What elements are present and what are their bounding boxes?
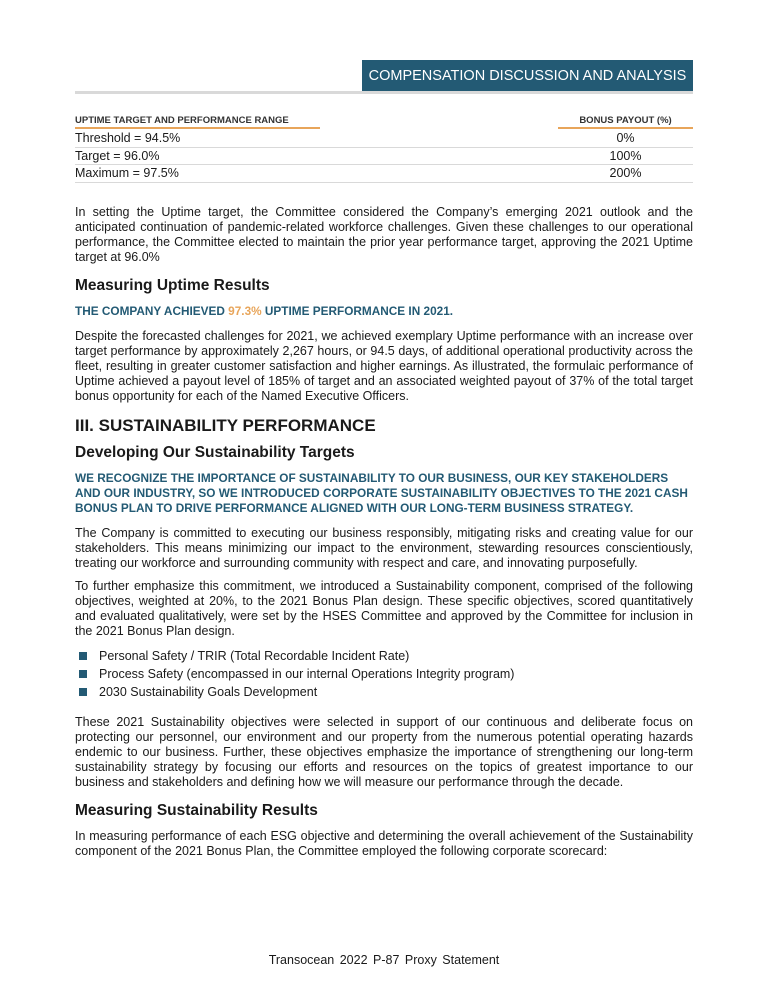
- paragraph: The Company is committed to executing our business responsibly, mitigating risks and creating value for our stakeholders. This means minimizing our impact to the environment, stewarding resources conscientiously, treating our workforce and surrounding community with respect and care, and innovating purposefully.: [75, 526, 693, 570]
- paragraph: To further emphasize this commitment, we introduced a Sustainability component, comprised of the following objectives, weighted at 20%, to the 2021 Bonus Plan design. These specific objectives, scored quantitatively and evaluated qualitatively, were set by the HSES Committee and approved by the Committee for inclusion in the 2021 Bonus Plan design.: [75, 579, 693, 638]
- header-rule: [75, 91, 693, 94]
- column-header-range: UPTIME TARGET AND PERFORMANCE RANGE: [75, 115, 320, 129]
- list-item: [75, 647, 693, 665]
- list-item: [75, 683, 693, 701]
- heading-measuring-sustainability: Measuring Sustainability Results: [75, 802, 318, 819]
- row-label: Maximum = 97.5%: [75, 166, 179, 180]
- list-item-text: 2030 Sustainability Goals Development: [99, 685, 318, 699]
- heading-measuring-uptime: Measuring Uptime Results: [75, 277, 270, 294]
- paragraph: In measuring performance of each ESG objective and determining the overall achievement of the Sustainability component of the 2021 Bonus Plan, the Committee employed the following corporate scorecard:: [75, 829, 693, 858]
- lead-sustainability: WE RECOGNIZE THE IMPORTANCE OF SUSTAINABILITY TO OUR BUSINESS, OUR KEY STAKEHOLDERS AND OUR INDUSTRY, SO WE INTRODUCED CORPORATE SUSTAINABILITY OBJECTIVES TO THE 2021 CASH BONUS PLAN TO DRIVE PERFORMANCE ALIGNED WITH OUR LONG-TERM BUSINESS STRATEGY.: [75, 471, 688, 515]
- row-label: Target = 96.0%: [75, 148, 160, 163]
- objectives-list: [75, 647, 693, 701]
- square-bullet-icon: [79, 670, 87, 678]
- table-header: [75, 104, 693, 130]
- list-item: [75, 665, 693, 683]
- list-item-text: Personal Safety / TRIR (Total Recordable Incident Rate): [99, 649, 410, 663]
- row-value: 0%: [616, 131, 635, 145]
- table-row: [75, 165, 693, 183]
- column-header-payout: BONUS PAYOUT (%): [558, 115, 693, 129]
- list-item-text: Process Safety (encompassed in our internal Operations Integrity program): [99, 667, 515, 681]
- table-row: [75, 148, 693, 166]
- square-bullet-icon: [79, 688, 87, 696]
- lead-text: THE COMPANY ACHIEVED: [75, 304, 229, 318]
- page-footer: Transocean 2022 P-87 Proxy Statement: [268, 953, 500, 967]
- highlight-value: 97.3%: [228, 304, 262, 318]
- row-value: 200%: [609, 166, 642, 180]
- section-heading: III. SUSTAINABILITY PERFORMANCE: [75, 416, 376, 435]
- paragraph: These 2021 Sustainability objectives were selected in support of our continuous and deliberate focus on protecting our personnel, our environment and our property from the numerous potential operating hazards endemic to our business. Further, these objectives emphasize the importance of strengthening our long-term sustainability strategy by focusing our efforts and resources on the topics of greatest importance to our business and stakeholders and defining how we will measure our performance through the decade.: [75, 715, 693, 789]
- lead-uptime: [75, 304, 693, 319]
- uptime-table: [75, 104, 693, 183]
- row-label: Threshold = 94.5%: [75, 131, 181, 145]
- heading-developing-targets: Developing Our Sustainability Targets: [75, 444, 355, 461]
- row-value: 100%: [609, 148, 642, 163]
- body-content: [75, 205, 693, 867]
- paragraph: Despite the forecasted challenges for 2021, we achieved exemplary Uptime performance with an increase over target performance by approximately 2,267 hours, or 94.5 days, of additional operational productivity across the fleet, resulting in greater customer satisfaction and higher earnings. As illustrated, the formulaic performance of Uptime achieved a payout level of 185% of target and an associated weighted payout of 37% of the total target bonus opportunity for each of the Named Executive Officers.: [75, 329, 693, 403]
- lead-text: UPTIME PERFORMANCE IN 2021.: [261, 304, 454, 318]
- square-bullet-icon: [79, 652, 87, 660]
- section-banner: COMPENSATION DISCUSSION AND ANALYSIS: [362, 60, 693, 92]
- table-row: [75, 130, 693, 148]
- paragraph: In setting the Uptime target, the Committee considered the Company’s emerging 2021 outlook and the anticipated continuation of pandemic-related workforce challenges. Given these challenges to our operational performance, the Committee elected to maintain the prior year performance target, approving the 2021 Uptime target at 96.0%: [75, 205, 693, 264]
